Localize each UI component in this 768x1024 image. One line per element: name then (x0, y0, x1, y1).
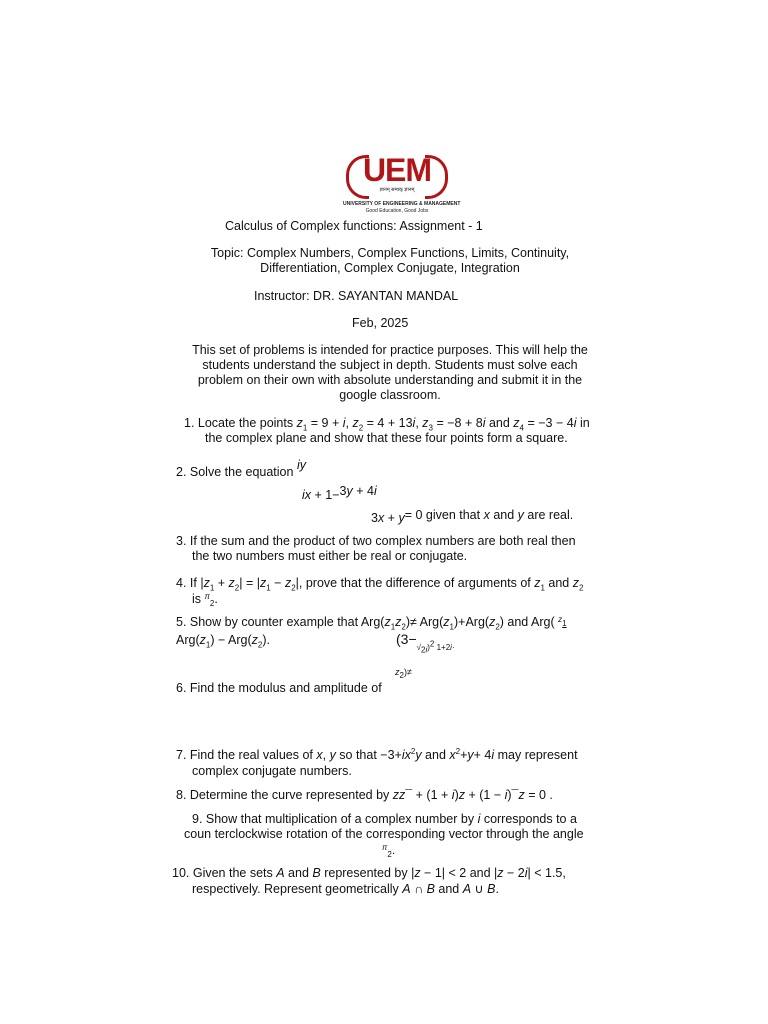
problem-6-expression: ($3-_{√_{2i})^2 1+2i\cdot}$ (396, 631, 455, 655)
problem-3-line-2: the two numbers must either be real or conjugate. (192, 549, 468, 563)
date: Feb, 2025 (352, 316, 409, 330)
problem-8-line-1: 8. Determine the curve represented by zz¯ + (1 + i)z + (1 − i)¯z = 0 . (176, 788, 553, 802)
logo-wordmark: UEM (362, 152, 432, 188)
problem-10-line-2: respectively. Represent geometrically A ∩ B and A ∪ B. (192, 882, 499, 896)
problem-5-line-1: 5. Show by counter example that $Arg(z_1z_2)\ne Arg(z_1)+Arg(z_2)$ and Arg( $^z$1 (176, 615, 567, 632)
intro-line-2: students understand the subject in depth. Students must solve each (202, 358, 578, 372)
logo-hindi-line: ज्ञानम् सम्यक् ज्ञानम् (379, 187, 415, 193)
assignment-title: Calculus of Complex functions: Assignment - 1 (225, 219, 483, 233)
problem-2-line-1: 2. Solve the equation iy (176, 458, 306, 479)
problem-3-line-1: 3. If the sum and the product of two complex numbers are both real then (176, 534, 576, 548)
instructor: Instructor: DR. SAYANTAN MANDAL (254, 289, 459, 303)
problem-9-line-3: π2. (382, 843, 396, 859)
topic-line-1: Topic: Complex Numbers, Complex Functions, Limits, Continuity, (210, 246, 570, 260)
topic-line-2: Differentiation, Complex Conjugate, Integration (260, 261, 520, 275)
logo-university-name: UNIVERSITY OF ENGINEERING & MANAGEMENT (343, 201, 461, 207)
problem-6-line-1: 6. Find the modulus and amplitude of (176, 681, 382, 695)
intro-line-3: problem on their own with absolute understanding and submit it in the (197, 373, 583, 387)
problem-1-line-1: 1. Locate the points $z_1 = 9 + i$, $z_2 = 4 + 13i$, $z_3 = -8 + 8i$ and $z_4 = -3 - 4i$ in (184, 416, 590, 433)
problem-1-line-2: the complex plane and show that these four points form a square. (205, 431, 568, 445)
problem-4-line-2: is $^\pi_2$. (192, 592, 218, 608)
problem-5-line-2: $Arg(z_1) - Arg(z_2)$. (176, 633, 271, 650)
problem-7-line-1: 7. Find the real values of x, y so that $-3+ix^2y$ and $x^2+y+ 4i$ may represent (176, 746, 578, 762)
problem-5-denominator: $z_2)\ne$ (395, 667, 412, 680)
problem-2-fraction-1: ix + 1−3y + 4i (302, 484, 377, 502)
logo-tagline: Good Education, Good Jobs (365, 208, 429, 214)
problem-9-line-2: coun terclockwise rotation of the corresponding vector through the angle (184, 827, 584, 841)
university-logo (343, 151, 461, 217)
problem-2-fraction-2: 3x + y= 0 given that x and y are real. (371, 508, 574, 525)
problem-9-line-1: 9. Show that multiplication of a complex number by i corresponds to a (192, 812, 577, 826)
problem-4-line-1: 4. If $|z_1 + z_2| = |z_1 - z_2|$, prove that the difference of arguments of $z_1$ and $z_2$ (176, 576, 584, 593)
problem-7-line-2: complex conjugate numbers. (192, 764, 352, 778)
intro-line-4: google classroom. (339, 388, 441, 402)
problem-10-line-1: 10. Given the sets A and B represented by |z − 1| < 2 and |z − 2i| < 1.5, (172, 866, 566, 880)
intro-line-1: This set of problems is intended for practice purposes. This will help the (192, 343, 588, 357)
